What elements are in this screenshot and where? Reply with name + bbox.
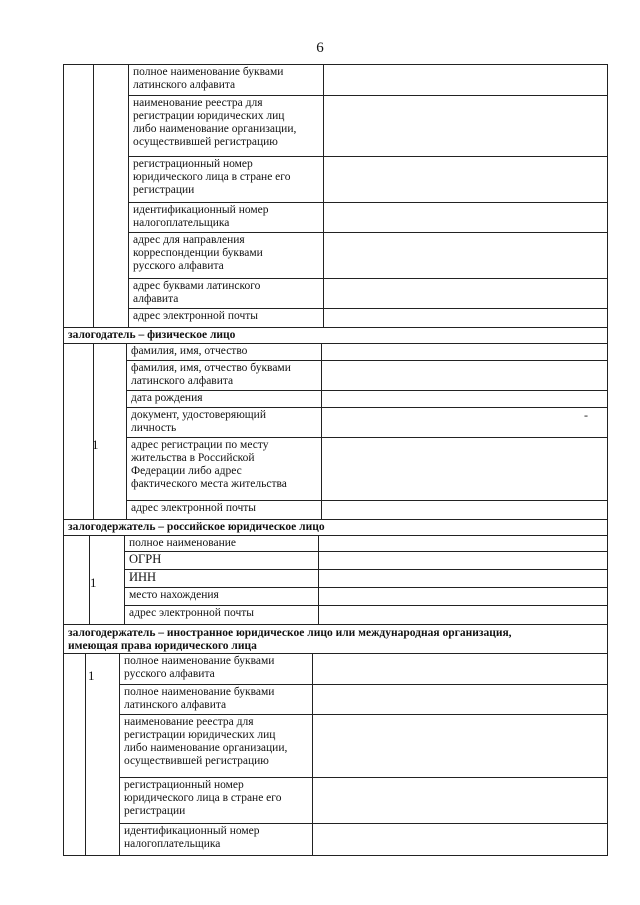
column-divider	[126, 343, 127, 520]
field-label: адрес для направления корреспонденции буквами русского алфавита	[133, 234, 263, 272]
field-label: полное наименование буквами латинского алфавита	[124, 686, 275, 711]
column-divider	[128, 64, 129, 328]
field-label: фамилия, имя, отчество буквами латинского алфавита	[131, 362, 291, 387]
row-number: 1	[90, 575, 97, 590]
section-heading: залогодержатель – иностранное юридическое лицо или международная организация, имеющая права юридического лица	[68, 627, 512, 652]
field-label: полное наименование	[129, 537, 237, 549]
stray-mark: -	[584, 408, 588, 422]
section-heading: залогодержатель – российское юридическое лицо	[68, 521, 325, 533]
field-label: полное наименование буквами русского алфавита	[124, 655, 275, 680]
field-label: наименование реестра для регистрации юридических лиц либо наименование организации, осуществившей регистрацию	[124, 716, 288, 767]
field-label: регистрационный номер юридического лица в стране его регистрации	[133, 158, 291, 196]
field-label: идентификационный номер налогоплательщика	[124, 825, 260, 850]
page-number: 6	[316, 40, 324, 56]
column-divider	[321, 343, 322, 520]
field-label: адрес регистрации по месту жительства в Российской Федерации либо адрес фактического места жительства	[131, 439, 287, 490]
column-divider	[318, 535, 319, 625]
field-label: дата рождения	[131, 392, 203, 404]
column-divider	[85, 653, 86, 856]
field-label: адрес электронной почты	[133, 310, 258, 322]
field-label: документ, удостоверяющий личность	[131, 409, 266, 434]
field-label: наименование реестра для регистрации юридических лиц либо наименование организации, осуществившей регистрацию	[133, 97, 297, 148]
field-label: полное наименование буквами латинского алфавита	[133, 66, 284, 91]
section-heading: залогодатель – физическое лицо	[68, 329, 236, 341]
field-label: адрес электронной почты	[131, 502, 256, 514]
row-number: 1	[92, 437, 99, 452]
column-divider	[323, 64, 324, 328]
field-label: адрес электронной почты	[129, 607, 254, 619]
field-label: регистрационный номер юридического лица в стране его регистрации	[124, 779, 282, 817]
field-label: адрес буквами латинского алфавита	[133, 280, 261, 305]
column-divider	[93, 64, 94, 328]
field-label: ОГРН	[129, 552, 162, 566]
field-label: идентификационный номер налогоплательщика	[133, 204, 269, 229]
field-label: ИНН	[129, 570, 157, 584]
column-divider	[93, 343, 94, 520]
field-label: место нахождения	[129, 589, 219, 601]
column-divider	[124, 535, 125, 625]
field-label: фамилия, имя, отчество	[131, 345, 248, 357]
row-number: 1	[88, 668, 95, 683]
